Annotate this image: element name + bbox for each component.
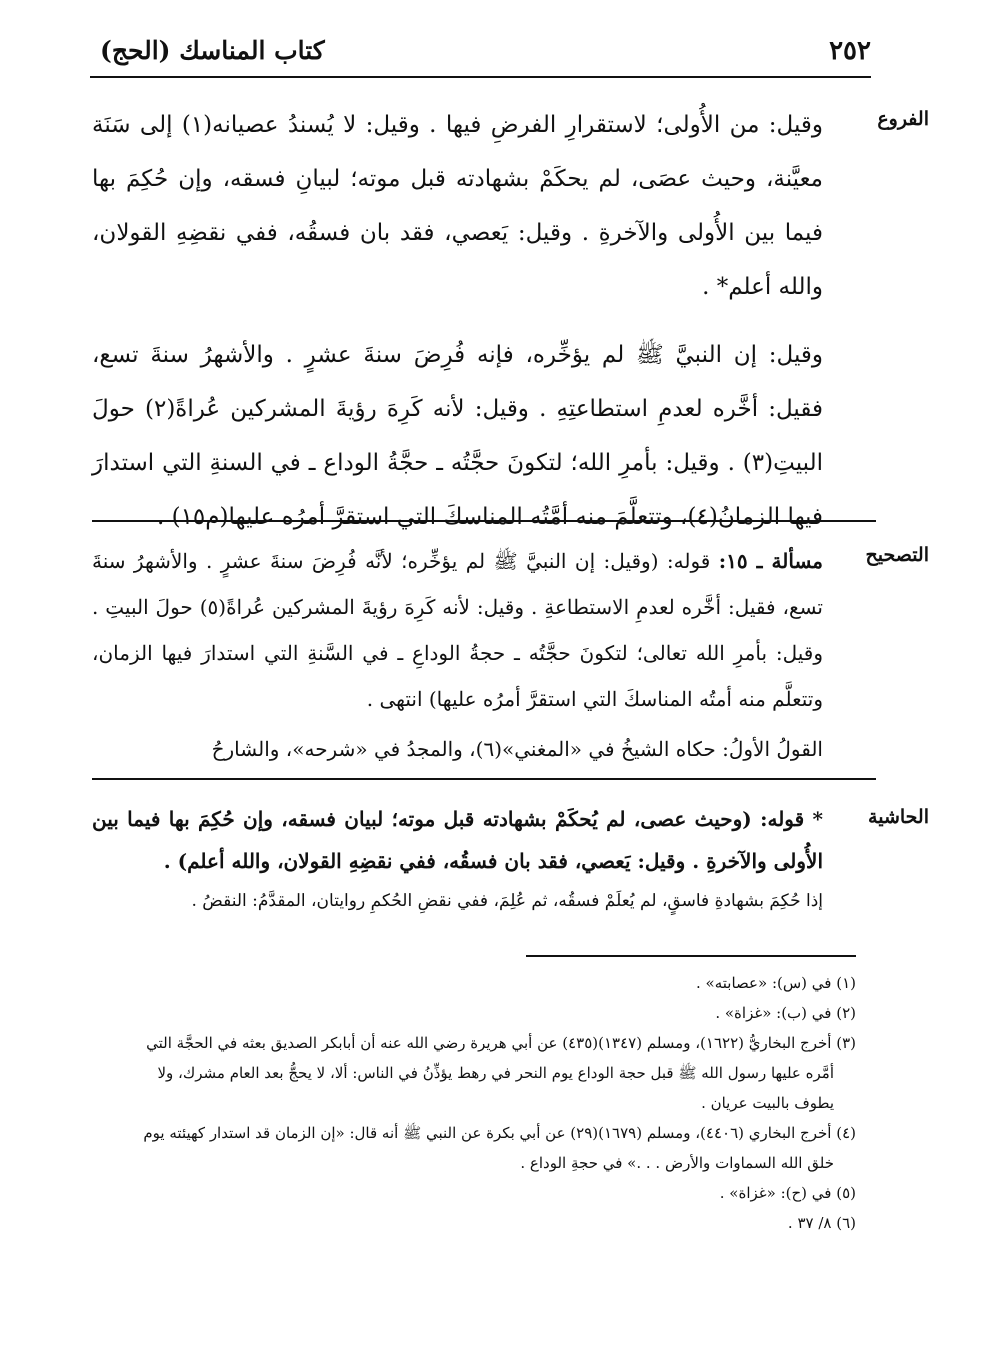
footnote-line: (٦) ٨/ ٣٧ . <box>787 1214 856 1232</box>
footnote-line: (٢) في (ب): «غزاة» . <box>715 1004 856 1022</box>
book-title: كتاب المناسك (الحج) <box>100 36 325 65</box>
furu-paragraph-1: وقيل: من الأُولى؛ لاستقرارِ الفرضِ فيها . وقيل: لا يُسندُ عصيانه(١) إلى سَنَة معيَّنة، وحيث عصَى، لم يحكَمْ بشهادته قبل موته؛ لبيانِ فسقه، وإن حُكِمَ بها فيما بين الأُولى والآخرةِ . وقيل: يَعصي، فقد بان فسقُه، ففي نقضِهِ القولان، والله أعلم* . <box>92 112 823 300</box>
tashih-paragraph-2: القولُ الأولُ: حكاه الشيخُ في «المغني»(٦)، والمجدُ في «شرحه»، والشارحُ <box>211 737 823 761</box>
section-divider-2 <box>92 778 876 780</box>
footnote-line: (٣) أخرج البخاريُّ (١٦٢٢)، ومسلم (١٣٤٧)(٤٣٥) عن أبي هريرة رضي الله عنه أن أبابكر الصديق بعثه في الحجَّة التي <box>146 1034 856 1052</box>
hashiya-quote: * قوله: (وحيث عصى، لم يُحكَمْ بشهادته قبل موته؛ لبيان فسقه، وإن حُكِمَ بها فيما بين الأُولى والآخرةِ . وقيل: يَعصي، فقد بان فسقُه، ففي نقضِهِ القولان، والله أعلم) . <box>92 807 823 873</box>
section-divider-1 <box>92 520 876 522</box>
page-header <box>100 34 871 74</box>
footnote-line: (٥) في (ح): «غزاة» . <box>719 1184 856 1202</box>
label-furu: الفروع <box>877 108 929 130</box>
footnote-1 <box>92 968 856 998</box>
tashih-paragraph-1 <box>92 538 823 722</box>
label-tashih: التصحيح <box>865 544 929 566</box>
footnotes <box>92 968 856 1238</box>
header-rule <box>90 76 871 78</box>
footnote-3 <box>92 1028 856 1118</box>
footnote-4 <box>92 1118 856 1178</box>
footnote-line: (٤) أخرج البخاري (٤٤٠٦)، ومسلم (١٦٧٩)(٢٩) عن أبي بكرة عن النبي ﷺ أنه قال: «إن الزمان قد استدار كهيئته يوم <box>143 1124 856 1142</box>
page-number: ٢٥٢ <box>829 36 871 66</box>
masala-number: مسألة ـ ١٥: <box>718 549 824 573</box>
footnote-5 <box>92 1178 856 1208</box>
label-hashiya: الحاشية <box>868 806 929 828</box>
footnote-line: (١) في (س): «عصابته» . <box>696 974 856 992</box>
footnote-continuation: خلق الله السماوات والأرض . . .» في حجةِ الوداع . <box>520 1154 834 1172</box>
hashiya-comment: إذا حُكِمَ بشهادةِ فاسقٍ، لم يُعلَمْ فسقُه، ثم عُلِمَ، ففي نقضِ الحُكمِ روايتان، المقدَّمُ: النقضُ . <box>191 891 823 911</box>
furu-section <box>92 98 823 544</box>
footnote-6 <box>92 1208 856 1238</box>
footnote-2 <box>92 998 856 1028</box>
furu-paragraph-2: وقيل: إن النبيَّ ﷺ لم يؤخِّره، فإنه فُرِضَ سنةَ عشرٍ . والأشهرُ سنةَ تسع، فقيل: أخَّره لعدمِ استطاعتِهِ . وقيل: لأنه كَرِهَ رؤيةَ المشركين عُراةً(٢) حولَ البيتِ(٣) . وقيل: بأمرِ الله؛ لتكونَ حجَّتُه ـ حجَّةُ الوداع ـ في السنةِ التي استدارَ فيها الزمانُ(٤)، وتتعلَّمَ منه أمَّتُه المناسكَ التي استقرَّ أمرُه عليها(م١٥) . <box>92 342 823 530</box>
footnote-divider <box>526 955 856 957</box>
tashih-paragraph-1-text: قوله: (وقيل: إن النبيَّ ﷺ لم يؤخِّره؛ لأنَّه فُرِضَ سنةَ عشرٍ . والأشهرُ سنةَ تسع، فقيل: أخَّره لعدمِ الاستطاعةِ . وقيل: لأنه كَرِهَ رؤيةَ المشركين عُراةً(٥) حولَ البيتِ . وقيل: بأمرِ الله تعالى؛ لتكونَ حجَّتُه ـ حجةُ الوداعِ ـ في السَّنةِ التي استدارَ فيها الزمان، وتتعلَّم منه أمتُه المناسكَ التي استقرَّ أمرُه عليها) انتهى . <box>92 549 823 711</box>
footnote-continuation: يطوف بالبيت عريان . <box>701 1094 834 1112</box>
footnote-continuation: أمَّره عليها رسول الله ﷺ قبل حجة الوداع يوم النحر في رهط يؤذِّنُ في الناس: ألا، لا يحجُّ بعد العام مشرك، ولا <box>157 1064 834 1082</box>
hashiya-section <box>92 798 823 920</box>
tashih-section <box>92 538 823 772</box>
